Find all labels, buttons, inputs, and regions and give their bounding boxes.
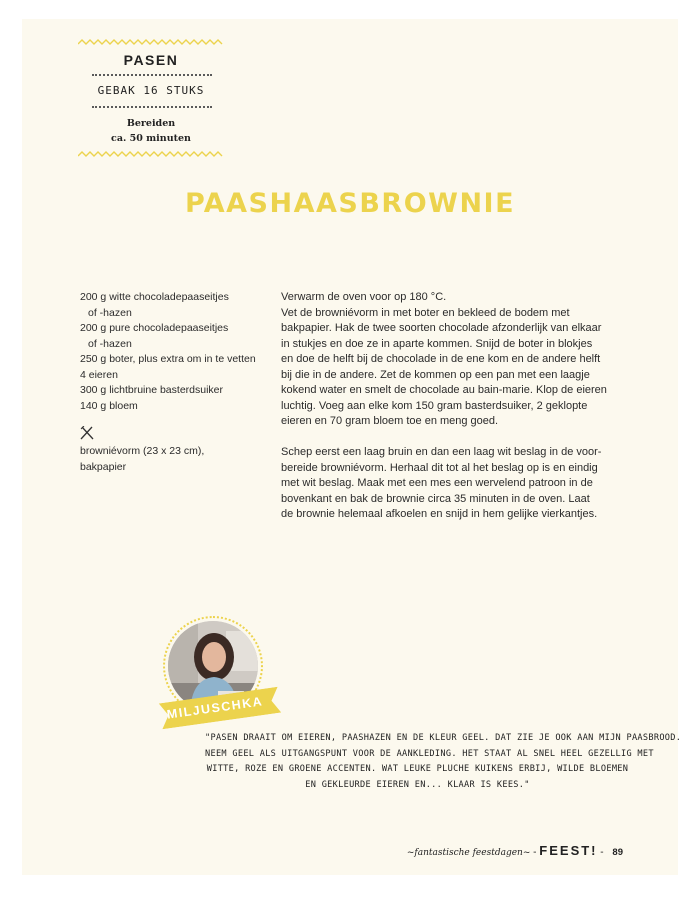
page-footer xyxy=(407,843,623,858)
equipment-item: browniévorm (23 x 23 cm), xyxy=(80,445,205,457)
method-line: bakpapier. Hak de twee soorten chocolade afzonderlijk van elkaar xyxy=(281,322,602,334)
zigzag-divider-bottom xyxy=(78,150,224,158)
method-line: Verwarm de oven voor op 180 °C. xyxy=(281,291,447,303)
category-subtitle: GEBAK 16 STUKS xyxy=(97,84,205,97)
method-line: en doe de helft bij de chocolade in de ene kom en de andere helft xyxy=(281,353,601,365)
quote-line: "PASEN DRAAIT OM EIEREN, PAASHAZEN EN DE KLEUR GEEL. DAT ZIE JE OOK AAN MIJN PAASBROOD. xyxy=(205,733,682,743)
footer-brand: FEEST! xyxy=(539,843,598,858)
prep-time: ca. 50 minuten xyxy=(111,133,191,144)
method-line: de brownie helemaal afkoelen en snijd in hem gelijke vierkantjes. xyxy=(281,508,598,520)
method-line: Schep eerst een laag bruin en dan een laag wit beslag in de voor- xyxy=(281,446,602,458)
utensils-icon xyxy=(80,426,94,440)
method-line: met wit beslag. Maak met een mes een wervelend patroon in de xyxy=(281,477,593,489)
ingredient-item: 200 g pure chocoladepaaseitjes xyxy=(80,322,229,334)
method-line: Vet de browniévorm in met boter en bekleed de bodem met xyxy=(281,306,570,319)
method-line: bereide browniévorm. Herhaal dit tot al het beslag op is en eindig xyxy=(281,461,598,474)
quote-line: NEEM GEEL ALS UITGANGSPUNT VOOR DE AANKLEDING. HET STAAT AL SNEL HEEL GEZELLIG MET xyxy=(205,748,654,759)
ingredient-item: of -hazen xyxy=(88,337,132,350)
category-title: PASEN xyxy=(123,52,179,68)
equipment-item: bakpapier xyxy=(80,460,127,473)
method-line: in stukjes en doe ze in aparte kommen. Snijd de boter in blokjes xyxy=(281,337,593,350)
quote-line: WITTE, ROZE EN GROENE ACCENTEN. WAT LEUKE PLUCHE KUIKENS ERBIJ, WILDE BLOEMEN xyxy=(206,764,629,774)
ingredient-item: 250 g boter, plus extra om in te vetten xyxy=(80,353,256,365)
ingredient-item: 300 g lichtbruine basterdsuiker xyxy=(80,384,224,396)
author-name: MILJUSCHKA xyxy=(166,694,264,722)
ingredient-item: 4 eieren xyxy=(80,368,118,381)
zigzag-divider-top xyxy=(78,38,224,46)
ingredients-list xyxy=(80,290,275,414)
dotted-divider xyxy=(92,106,212,108)
equipment-list xyxy=(80,444,270,475)
method-line: kokend water en smelt de chocolade au bain-marie. Klop de eieren xyxy=(281,384,607,396)
page-number: 89 xyxy=(612,847,623,858)
footer-separator: - xyxy=(533,847,537,858)
prep-info xyxy=(78,116,224,146)
method-line: bij die in de andere. Zet de kommen op een pan met een laagje xyxy=(281,368,590,381)
recipe-title: PAASHAASBROWNIE xyxy=(184,188,516,219)
quote-line: EN GEKLEURDE EIEREN EN... KLAAR IS KEES." xyxy=(305,779,530,790)
ingredient-item: 200 g witte chocoladepaaseitjes xyxy=(80,291,229,303)
dotted-divider xyxy=(92,74,212,76)
method-text xyxy=(281,290,626,523)
method-line: eieren en 70 gram bloem toe en meng goed. xyxy=(281,415,499,427)
footer-separator: - xyxy=(600,847,604,858)
ingredient-item: 140 g bloem xyxy=(80,399,138,412)
method-line: bovenkant en bak de brownie circa 35 minuten in de oven. Laat xyxy=(281,492,590,505)
prep-label: Bereiden xyxy=(126,118,176,129)
footer-tagline: ~fantastische feestdagen~ xyxy=(406,848,531,858)
author-quote xyxy=(205,731,682,793)
ingredient-item: of -hazen xyxy=(88,306,132,319)
method-line: luchtig. Voeg aan elke kom 150 gram basterdsuiker, 2 geklopte xyxy=(281,399,588,412)
